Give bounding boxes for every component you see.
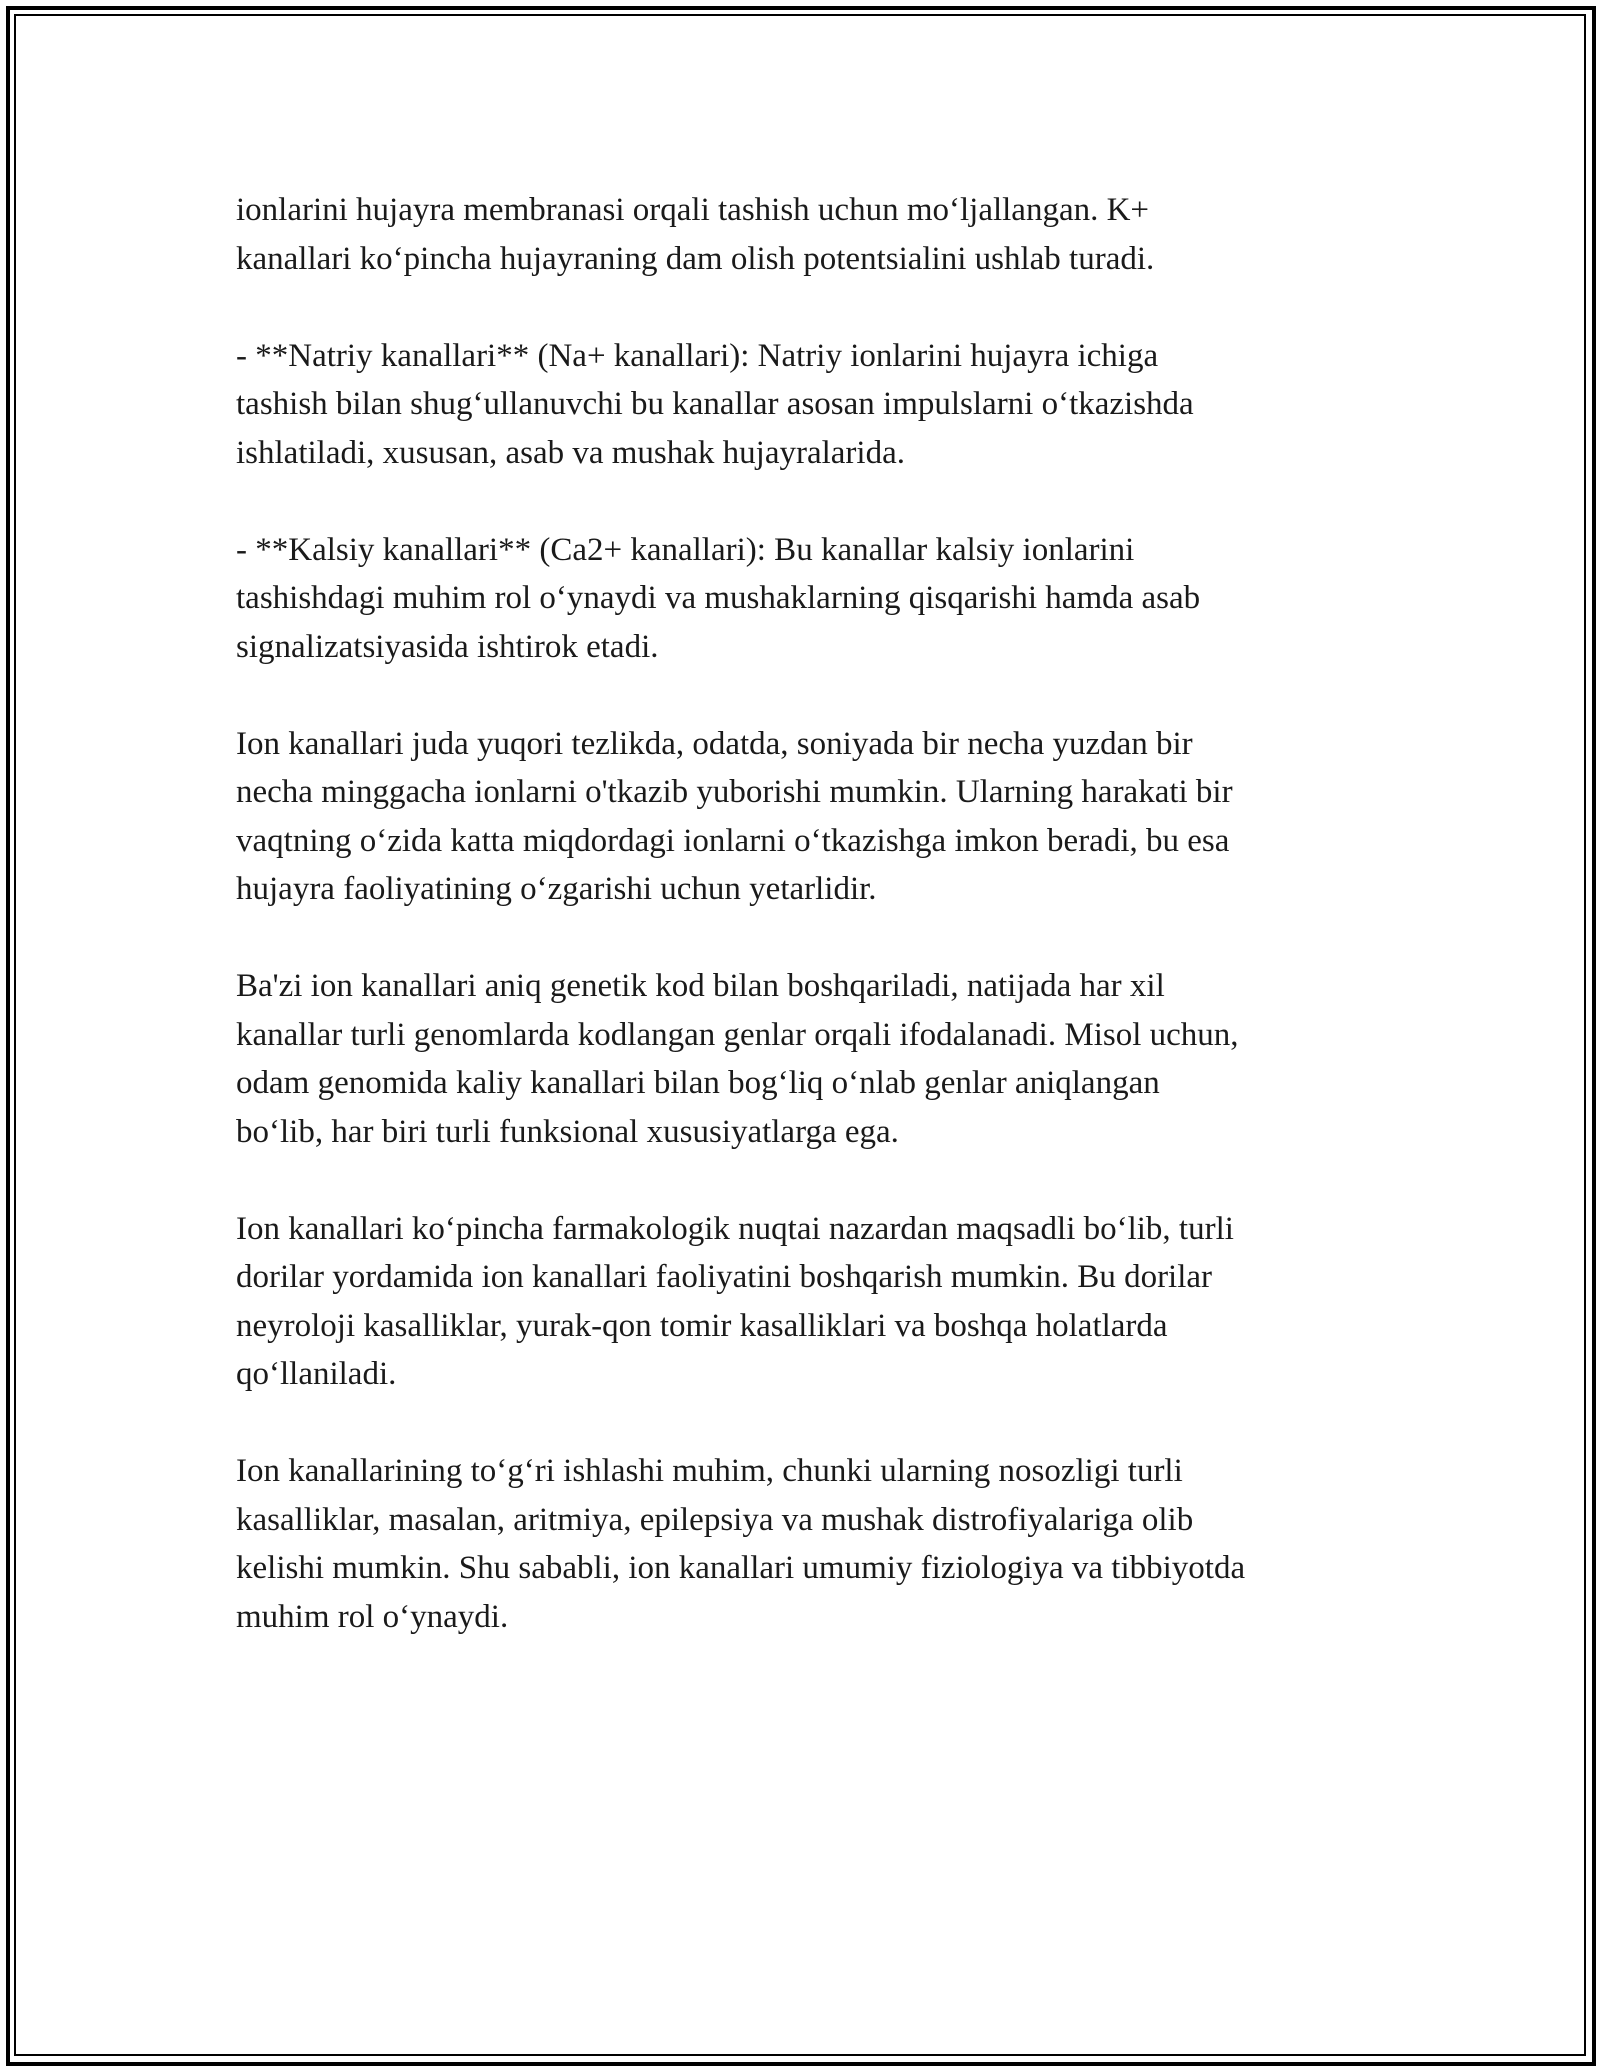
paragraph-genetic-control: Ba'zi ion kanallari aniq genetik kod bilan boshqariladi, natijada har xil kanallar turli genomlarda kodlangan genlar orqali ifodalanadi. Misol uchun, odam genomida kaliy kanallari bilan bog‘liq o‘nlab genlar aniqlangan bo‘lib, har biri turli funksional xususiyatlarga ega.	[236, 968, 1239, 1150]
paragraph-transport-speed: Ion kanallari juda yuqori tezlikda, odatda, soniyada bir necha yuzdan bir necha minggacha ionlarni o'tkazib yuborishi mumkin. Ularning harakati bir vaqtning o‘zida katta miqdordagi ionlarni o‘tkazishga imkon beradi, bu esa hujayra faoliyatining o‘zgarishi uchun yetarlidir.	[236, 725, 1233, 907]
paragraph-sodium-channels: - **Natriy kanallari** (Na+ kanallari): Natriy ionlarini hujayra ichiga tashish bilan shug‘ullanuvchi bu kanallar asosan impulslarni o‘tkazishda ishlatiladi, xususan, asab va mushak hujayralarida.	[236, 337, 1194, 471]
paragraph-potassium-channels: ionlarini hujayra membranasi orqali tashish uchun mo‘ljallangan. K+ kanallari ko‘pincha hujayraning dam olish potentsialini ushlab turadi.	[236, 192, 1155, 277]
paragraph-clinical-importance: Ion kanallarining to‘g‘ri ishlashi muhim, chunki ularning nosozligi turli kasalliklar, masalan, aritmiya, epilepsiya va mushak distrofiyalariga olib kelishi mumkin. Shu sababli, ion kanallari umumiy fiziologiya va tibbiyotda muhim rol o‘ynaydi.	[236, 1453, 1246, 1635]
paragraph-pharmacology: Ion kanallari ko‘pincha farmakologik nuqtai nazardan maqsadli bo‘lib, turli dorilar yordamida ion kanallari faoliyatini boshqarish mumkin. Bu dorilar neyroloji kasalliklar, yurak-qon tomir kasalliklari va boshqa holatlarda qo‘llaniladi.	[236, 1210, 1234, 1392]
document-body	[236, 186, 1366, 1641]
paragraph-calcium-channels: - **Kalsiy kanallari** (Ca2+ kanallari): Bu kanallar kalsiy ionlarini tashishdagi muhim rol o‘ynaydi va mushaklarning qisqarishi hamda asab signalizatsiyasida ishtirok etadi.	[236, 531, 1201, 665]
